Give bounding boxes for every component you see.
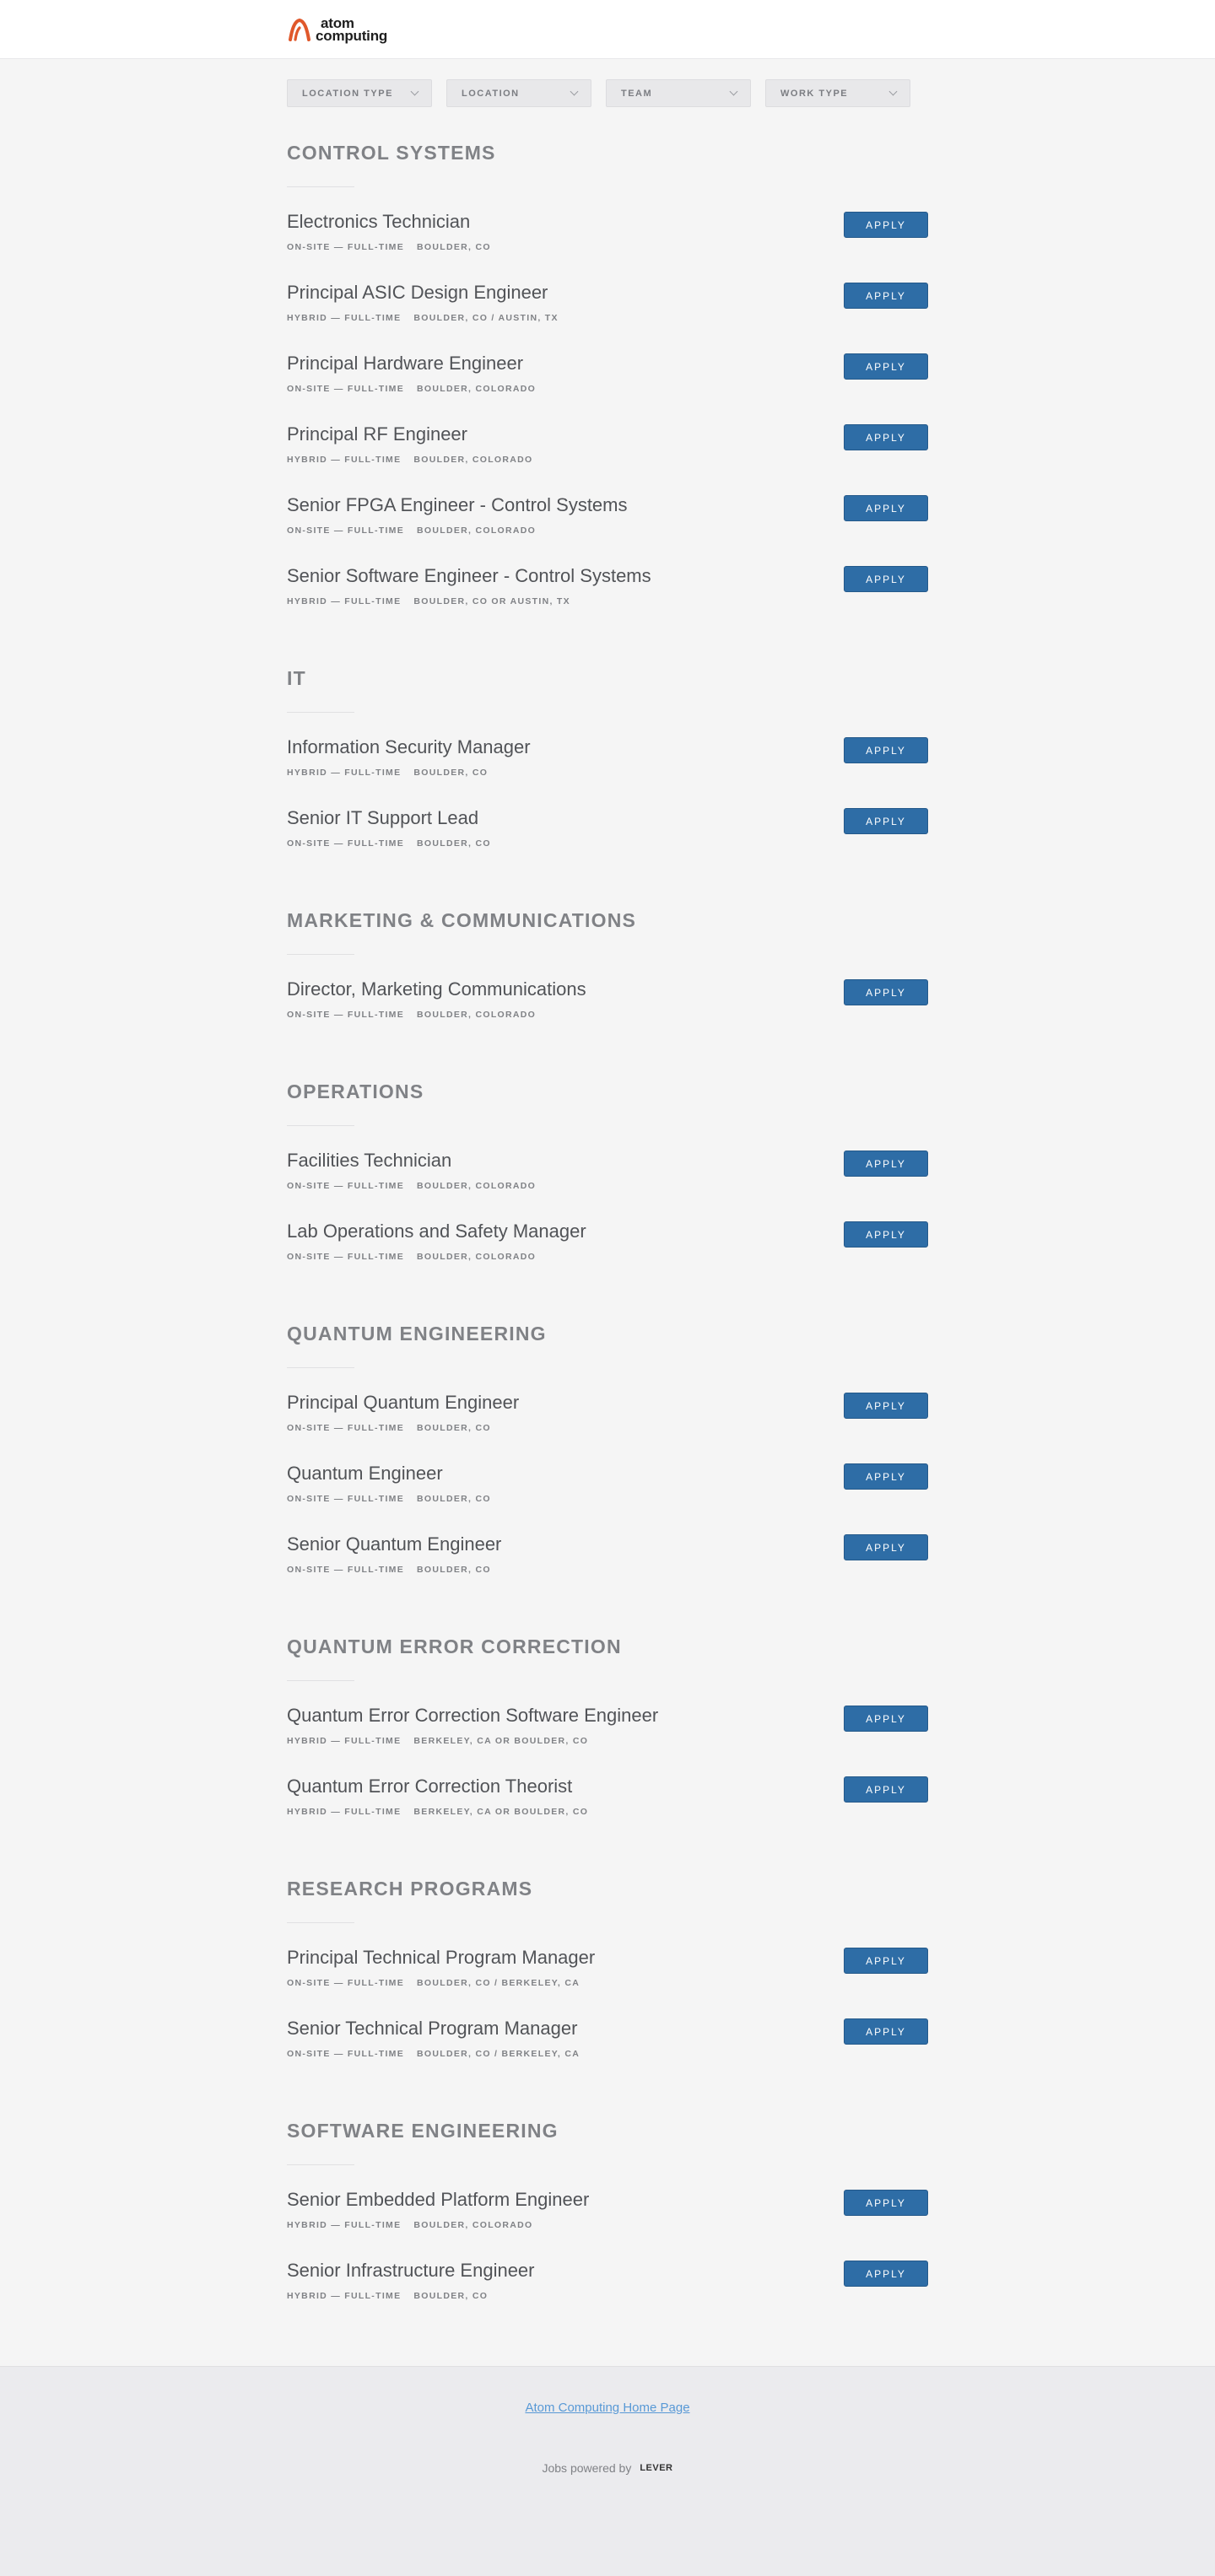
powered-by — [0, 2461, 1215, 2475]
posting-meta — [287, 1565, 928, 1575]
group-spacer — [287, 636, 928, 666]
posting-item — [287, 494, 928, 565]
group-spacer — [287, 1604, 928, 1635]
posting-group — [287, 666, 928, 878]
group-spacer — [287, 1049, 928, 1080]
posting-group — [287, 908, 928, 1049]
posting-work-type: ON-SITE — FULL-TIME — [287, 1423, 405, 1433]
filter-label: LOCATION TYPE — [302, 88, 393, 99]
posting-location: BOULDER, CO — [413, 768, 489, 778]
posting-meta — [287, 1736, 928, 1746]
group-title: QUANTUM ENGINEERING — [287, 1323, 547, 1345]
posting-work-type: HYBRID — FULL-TIME — [287, 768, 402, 778]
chevron-down-icon — [411, 88, 419, 96]
apply-button[interactable]: APPLY — [844, 1776, 928, 1803]
apply-button[interactable]: APPLY — [844, 2261, 928, 2287]
posting-meta — [287, 1252, 928, 1262]
posting-meta — [287, 1010, 928, 1020]
posting-item — [287, 736, 928, 807]
posting-title-link[interactable]: Quantum Engineer — [287, 1463, 443, 1484]
apply-button[interactable]: APPLY — [844, 353, 928, 380]
posting-item — [287, 978, 928, 1049]
apply-button[interactable]: APPLY — [844, 212, 928, 238]
apply-button[interactable]: APPLY — [844, 1463, 928, 1490]
posting-item — [287, 282, 928, 353]
filter-work-type[interactable] — [765, 79, 910, 107]
posting-item — [287, 1392, 928, 1463]
chevron-down-icon — [889, 88, 898, 96]
posting-item — [287, 2260, 928, 2331]
posting-work-type: HYBRID — FULL-TIME — [287, 1736, 402, 1746]
filter-label: WORK TYPE — [780, 88, 849, 99]
postings-list — [287, 141, 928, 2331]
posting-location: BOULDER, COLORADO — [417, 1252, 537, 1262]
posting-work-type: ON-SITE — FULL-TIME — [287, 1494, 405, 1504]
posting-meta — [287, 455, 928, 465]
group-divider — [287, 1125, 354, 1126]
posting-location: BERKELEY, CA OR BOULDER, CO — [413, 1807, 589, 1817]
posting-work-type: ON-SITE — FULL-TIME — [287, 838, 405, 849]
group-divider — [287, 712, 354, 713]
atom-logo-icon — [287, 17, 312, 42]
apply-button[interactable]: APPLY — [844, 2018, 928, 2045]
posting-work-type: ON-SITE — FULL-TIME — [287, 525, 405, 536]
posting-work-type: ON-SITE — FULL-TIME — [287, 1010, 405, 1020]
group-divider — [287, 954, 354, 955]
apply-button[interactable]: APPLY — [844, 424, 928, 450]
group-title: QUANTUM ERROR CORRECTION — [287, 1636, 622, 1657]
group-spacer — [287, 1291, 928, 1322]
posting-title-link[interactable]: Senior Technical Program Manager — [287, 2018, 578, 2039]
posting-title-link[interactable]: Senior IT Support Lead — [287, 807, 479, 828]
group-spacer — [287, 2088, 928, 2119]
chevron-down-icon — [730, 88, 738, 96]
posting-work-type: HYBRID — FULL-TIME — [287, 313, 402, 323]
apply-button[interactable]: APPLY — [844, 737, 928, 763]
posting-work-type: ON-SITE — FULL-TIME — [287, 242, 405, 252]
posting-title-link[interactable]: Senior Embedded Platform Engineer — [287, 2189, 590, 2210]
posting-work-type: ON-SITE — FULL-TIME — [287, 384, 405, 394]
filter-label: LOCATION — [462, 88, 520, 99]
posting-title-link[interactable]: Electronics Technician — [287, 211, 471, 232]
posting-title-link[interactable]: Senior FPGA Engineer - Control Systems — [287, 494, 628, 515]
posting-meta — [287, 2291, 928, 2301]
posting-location: BOULDER, COLORADO — [417, 1010, 537, 1020]
posting-title-link[interactable]: Senior Quantum Engineer — [287, 1533, 502, 1555]
posting-meta — [287, 242, 928, 252]
posting-group — [287, 2119, 928, 2331]
posting-group — [287, 1080, 928, 1291]
posting-work-type: HYBRID — FULL-TIME — [287, 1807, 402, 1817]
posting-meta — [287, 1181, 928, 1191]
group-title: RESEARCH PROGRAMS — [287, 1878, 533, 1900]
posting-location: BOULDER, COLORADO — [413, 2220, 533, 2230]
posting-meta — [287, 2049, 928, 2059]
posting-meta — [287, 1494, 928, 1504]
apply-button[interactable]: APPLY — [844, 1948, 928, 1974]
filter-bar — [287, 79, 928, 109]
posting-title-link[interactable]: Director, Marketing Communications — [287, 978, 586, 1000]
posting-location: BERKELEY, CA OR BOULDER, CO — [413, 1736, 589, 1746]
posting-item — [287, 1463, 928, 1533]
group-title: MARKETING & COMMUNICATIONS — [287, 909, 637, 931]
posting-location: BOULDER, CO OR AUSTIN, TX — [413, 596, 570, 606]
logo-line-1: atom — [321, 15, 354, 31]
posting-work-type: HYBRID — FULL-TIME — [287, 455, 402, 465]
home-page-link[interactable]: Atom Computing Home Page — [525, 2401, 690, 2415]
logo-line-2: computing — [316, 28, 388, 44]
posting-item — [287, 353, 928, 423]
posting-meta — [287, 384, 928, 394]
posting-location: BOULDER, CO — [413, 2291, 489, 2301]
posting-title-link[interactable]: Principal ASIC Design Engineer — [287, 282, 548, 303]
posting-meta — [287, 525, 928, 536]
filter-location-type[interactable] — [287, 79, 432, 107]
posting-work-type: ON-SITE — FULL-TIME — [287, 2049, 405, 2059]
posting-meta — [287, 313, 928, 323]
posting-title-link[interactable]: Senior Infrastructure Engineer — [287, 2260, 535, 2281]
posting-title-link[interactable]: Principal Technical Program Manager — [287, 1947, 596, 1968]
posting-location: BOULDER, CO / AUSTIN, TX — [413, 313, 559, 323]
group-title: IT — [287, 667, 306, 689]
group-divider — [287, 1680, 354, 1681]
group-title: CONTROL SYSTEMS — [287, 142, 496, 164]
posting-location: BOULDER, CO / BERKELEY, CA — [417, 2049, 580, 2059]
apply-button[interactable]: APPLY — [844, 1706, 928, 1732]
posting-title-link[interactable]: Facilities Technician — [287, 1150, 452, 1171]
posting-meta — [287, 2220, 928, 2230]
posting-location: BOULDER, COLORADO — [417, 384, 537, 394]
posting-title-link[interactable]: Principal Hardware Engineer — [287, 353, 524, 374]
group-spacer — [287, 1846, 928, 1877]
posting-item — [287, 1533, 928, 1604]
site-header — [0, 0, 1215, 59]
filter-team[interactable] — [606, 79, 751, 107]
site-footer — [0, 2366, 1215, 2576]
posting-item — [287, 2189, 928, 2260]
posting-item — [287, 565, 928, 636]
group-spacer — [287, 878, 928, 908]
group-title: SOFTWARE ENGINEERING — [287, 2120, 559, 2142]
chevron-down-icon — [570, 88, 579, 96]
posting-group — [287, 1322, 928, 1604]
group-divider — [287, 1367, 354, 1368]
posting-work-type: ON-SITE — FULL-TIME — [287, 1978, 405, 1988]
posting-title-link[interactable]: Principal RF Engineer — [287, 423, 467, 445]
posting-item — [287, 807, 928, 878]
posting-work-type: HYBRID — FULL-TIME — [287, 2291, 402, 2301]
filter-label: TEAM — [621, 88, 653, 99]
posting-location: BOULDER, COLORADO — [417, 1181, 537, 1191]
group-divider — [287, 1922, 354, 1923]
posting-meta — [287, 1807, 928, 1817]
posting-item — [287, 1705, 928, 1776]
posting-location: BOULDER, CO — [417, 242, 491, 252]
posting-work-type: HYBRID — FULL-TIME — [287, 596, 402, 606]
posting-group — [287, 1877, 928, 2088]
posting-location: BOULDER, CO — [417, 1494, 491, 1504]
posting-item — [287, 211, 928, 282]
posting-item — [287, 1776, 928, 1846]
apply-button[interactable]: APPLY — [844, 1393, 928, 1419]
group-divider — [287, 2164, 354, 2165]
posting-location: BOULDER, CO / BERKELEY, CA — [417, 1978, 580, 1988]
posting-group — [287, 141, 928, 636]
posting-title-link[interactable]: Quantum Error Correction Software Engineer — [287, 1705, 659, 1726]
posting-title-link[interactable]: Quantum Error Correction Theorist — [287, 1776, 573, 1797]
posting-item — [287, 423, 928, 494]
posting-title-link[interactable]: Senior Software Engineer - Control Systems — [287, 565, 651, 586]
apply-button[interactable]: APPLY — [844, 2190, 928, 2216]
lever-logo[interactable]: LEVER — [640, 2463, 673, 2473]
main-content — [287, 79, 928, 2331]
posting-work-type: ON-SITE — FULL-TIME — [287, 1252, 405, 1262]
posting-location: BOULDER, COLORADO — [417, 525, 537, 536]
apply-button[interactable]: APPLY — [844, 283, 928, 309]
posting-title-link[interactable]: Principal Quantum Engineer — [287, 1392, 520, 1413]
powered-by-text: Jobs powered by — [542, 2461, 632, 2475]
posting-item — [287, 1221, 928, 1291]
apply-button[interactable]: APPLY — [844, 1534, 928, 1560]
filter-location[interactable] — [446, 79, 591, 107]
posting-meta — [287, 838, 928, 849]
posting-location: BOULDER, CO — [417, 1565, 491, 1575]
apply-button[interactable]: APPLY — [844, 495, 928, 521]
logo-wordmark — [316, 17, 387, 42]
posting-meta — [287, 768, 928, 778]
posting-location: BOULDER, CO — [417, 838, 491, 849]
posting-title-link[interactable]: Information Security Manager — [287, 736, 531, 757]
posting-work-type: ON-SITE — FULL-TIME — [287, 1181, 405, 1191]
posting-location: BOULDER, CO — [417, 1423, 491, 1433]
apply-button[interactable]: APPLY — [844, 1221, 928, 1248]
apply-button[interactable]: APPLY — [844, 808, 928, 834]
posting-meta — [287, 596, 928, 606]
posting-work-type: HYBRID — FULL-TIME — [287, 2220, 402, 2230]
apply-button[interactable]: APPLY — [844, 979, 928, 1005]
posting-work-type: ON-SITE — FULL-TIME — [287, 1565, 405, 1575]
group-title: OPERATIONS — [287, 1081, 424, 1102]
atom-computing-logo[interactable] — [287, 15, 387, 44]
group-divider — [287, 186, 354, 187]
apply-button[interactable]: APPLY — [844, 566, 928, 592]
apply-button[interactable]: APPLY — [844, 1151, 928, 1177]
posting-location: BOULDER, COLORADO — [413, 455, 533, 465]
posting-meta — [287, 1978, 928, 1988]
posting-item — [287, 1947, 928, 2018]
posting-title-link[interactable]: Lab Operations and Safety Manager — [287, 1221, 586, 1242]
posting-meta — [287, 1423, 928, 1433]
posting-group — [287, 1635, 928, 1846]
posting-item — [287, 1150, 928, 1221]
posting-item — [287, 2018, 928, 2088]
